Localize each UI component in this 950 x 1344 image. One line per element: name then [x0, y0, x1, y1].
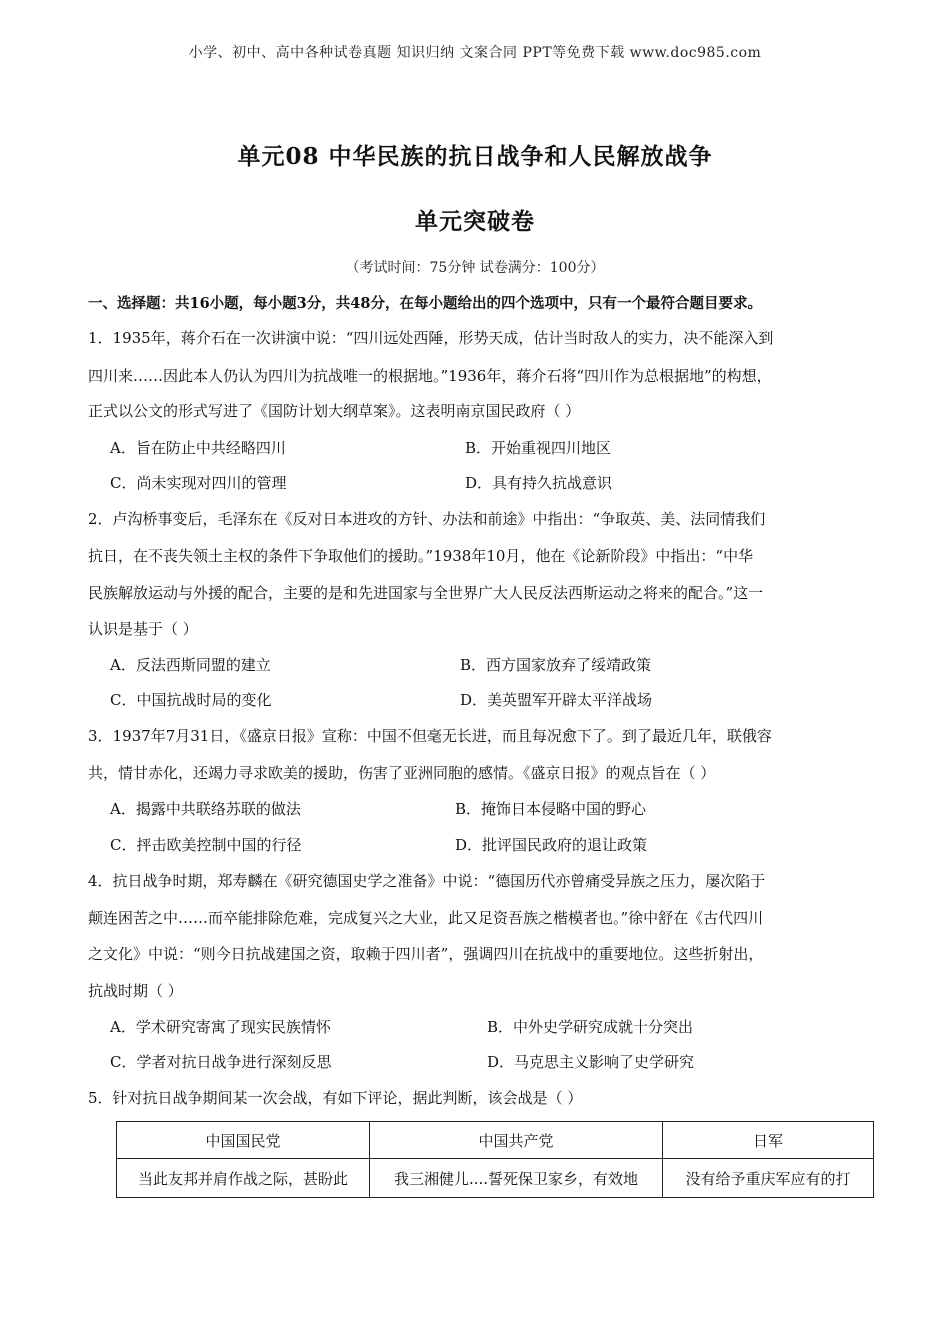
question-4-line-2: 颠连困苦之中……而卒能排除危难，完成复兴之大业，此又足资吾族之楷模者也。”徐中舒在《古代四川 [88, 909, 764, 927]
question-1-option-b: B．开始重视四川地区 [465, 439, 612, 457]
question-2-line-4: 认识是基于（ ） [88, 620, 198, 638]
table-header-cell: 日军 [663, 1122, 874, 1159]
question-2-option-d: D．美英盟军开辟太平洋战场 [460, 691, 653, 709]
question-4-line-3: 之文化》中说：“则今日抗战建国之资，取赖于四川者”，强调四川在抗战中的重要地位。这些折射出， [88, 945, 764, 963]
question-1-line-3: 正式以公文的形式写进了《国防计划大纲草案》。这表明南京国民政府（ ） [88, 402, 581, 420]
table-cell: 当此友邦并肩作战之际，甚盼此 [117, 1159, 370, 1198]
question-1-option-a: A．旨在防止中共经略四川 [110, 439, 286, 457]
question-1-line-2: 四川来……因此本人仍认为四川为抗战唯一的根据地。”1936年，蒋介石将“四川作为总根据地”的构想， [88, 367, 772, 385]
question-4-option-b: B．中外史学研究成就十分突出 [487, 1018, 694, 1036]
table-cell: 没有给予重庆军应有的打 [663, 1159, 874, 1198]
exam-info: （考试时间：75分钟 试卷满分：100分） [345, 260, 605, 276]
question-3-line-2: 共，情甘赤化，还竭力寻求欧美的援助，伤害了亚洲同胞的感情。《盛京日报》的观点旨在（ ） [88, 764, 716, 782]
question-3-option-d: D．批评国民政府的退让政策 [455, 836, 648, 854]
table-cell: 我三湘健儿....誓死保卫家乡，有效地 [370, 1159, 663, 1198]
question-1-option-d: D．具有持久抗战意识 [465, 474, 613, 492]
question-2-line-2: 抗日，在不丧失领土主权的条件下争取他们的援助。”1938年10月，他在《论新阶段》中指出：“中华 [88, 547, 754, 565]
question-3-option-a: A．揭露中共联络苏联的做法 [110, 800, 301, 818]
table-header-cell: 中国国民党 [117, 1122, 370, 1159]
page-subtitle: 单元突破卷 [415, 208, 535, 235]
table-header-row [117, 1122, 874, 1159]
question-4-line-4: 抗战时期（ ） [88, 982, 183, 1000]
question-4-option-c: C．学者对抗日战争进行深刻反思 [110, 1053, 332, 1071]
section-heading: 一、选择题：共16小题，每小题3分，共48分，在每小题给出的四个选项中，只有一个最符合题目要求。 [88, 295, 762, 312]
question-4-line-1: 4．抗日战争时期，郑寿麟在《研究德国史学之准备》中说：“德国历代亦曾痛受异族之压力，屡次陷于 [88, 872, 766, 890]
question-2-option-a: A．反法西斯同盟的建立 [110, 656, 271, 674]
question-3-line-1: 3．1937年7月31日，《盛京日报》宣称：中国不但毫无长进，而且每况愈下了。到了最近几年，联俄容 [88, 727, 772, 745]
table-row [117, 1159, 874, 1198]
question-3-option-c: C．抨击欧美控制中国的行径 [110, 836, 302, 854]
question-4-option-d: D．马克思主义影响了史学研究 [487, 1053, 695, 1071]
question-1-line-1: 1．1935年，蒋介石在一次讲演中说：“四川远处西陲，形势天成，估计当时敌人的实力，决不能深入到 [88, 329, 774, 347]
page-header: 小学、初中、高中各种试卷真题 知识归纳 文案合同 PPT等免费下载 www.doc985.com [188, 45, 762, 61]
question-5-table [116, 1121, 874, 1198]
question-2-line-1: 2．卢沟桥事变后，毛泽东在《反对日本进攻的方针、办法和前途》中指出：“争取英、美、法同情我们 [88, 510, 766, 528]
question-5-stem: 5．针对抗日战争期间某一次会战，有如下评论，据此判断，该会战是（ ） [88, 1089, 583, 1107]
question-2-line-3: 民族解放运动与外援的配合，主要的是和先进国家与全世界广大人民反法西斯运动之将来的配合。”这一 [88, 584, 764, 602]
question-2-option-c: C．中国抗战时局的变化 [110, 691, 272, 709]
question-2-option-b: B．西方国家放弃了绥靖政策 [460, 656, 652, 674]
question-1-option-c: C．尚未实现对四川的管理 [110, 474, 287, 492]
question-3-option-b: B．掩饰日本侵略中国的野心 [455, 800, 647, 818]
table-header-cell: 中国共产党 [370, 1122, 663, 1159]
question-4-option-a: A．学术研究寄寓了现实民族情怀 [110, 1018, 331, 1036]
page-title: 单元08 中华民族的抗日战争和人民解放战争 [237, 143, 713, 170]
